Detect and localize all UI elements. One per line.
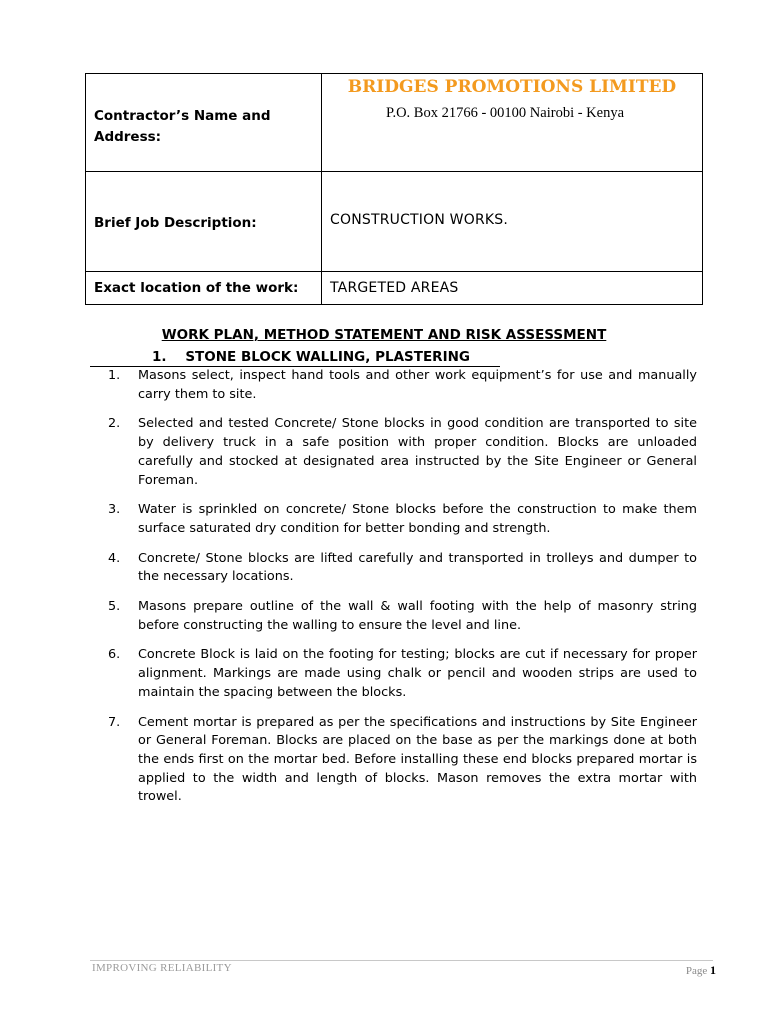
document-heading: WORK PLAN, METHOD STATEMENT AND RISK ASSESSMENT — [161, 327, 607, 343]
contractor-value-cell — [322, 74, 703, 172]
table-row-contractor — [86, 74, 703, 172]
list-item — [108, 646, 697, 702]
step-number: 5. — [108, 599, 121, 615]
location-value: TARGETED AREAS — [330, 280, 459, 296]
step-text: Concrete/ Stone blocks are lifted carefully and transported in trolleys and dumper to the necessary locations. — [138, 550, 697, 585]
page-indicator — [686, 963, 716, 978]
steps-list — [108, 367, 697, 818]
step-number: 2. — [108, 416, 121, 432]
list-item — [108, 367, 697, 404]
contractor-label-cell — [86, 74, 322, 172]
job-info-table — [85, 73, 703, 305]
contractor-label: Contractor’s Name and Address: — [94, 107, 271, 145]
step-number: 7. — [108, 714, 121, 730]
step-text: Concrete Block is laid on the footing for testing; blocks are cut if necessary for proper alignment. Markings are made using chalk or pencil and wooden strips are used to maintain the spacing between the blocks. — [138, 647, 697, 700]
step-text: Selected and tested Concrete/ Stone blocks in good condition are transported to site by delivery truck in a safe position with proper condition. Blocks are unloaded carefully and stocked at designated area instructed by the Site Engineer or General Foreman. — [138, 416, 697, 488]
list-item — [108, 714, 697, 808]
job-label-cell — [86, 172, 322, 272]
company-address: P.O. Box 21766 - 00100 Nairobi - Kenya — [386, 105, 625, 121]
table-row-location — [86, 272, 703, 305]
step-number: 1. — [108, 368, 121, 383]
table-row-job — [86, 172, 703, 272]
page-footer — [90, 960, 716, 981]
page-label: Page — [685, 965, 708, 977]
job-description-label: Brief Job Description: — [94, 215, 257, 231]
location-label: Exact location of the work: — [94, 279, 299, 296]
list-item — [108, 550, 697, 587]
step-text: Water is sprinkled on concrete/ Stone blocks before the construction to make them surface saturated dry condition for better bonding and strength. — [138, 502, 697, 536]
step-number: 3. — [108, 502, 121, 518]
step-number: 6. — [108, 647, 121, 663]
page-number: 1 — [710, 963, 716, 977]
job-value-cell — [322, 172, 703, 272]
location-label-cell — [86, 272, 322, 305]
list-item — [108, 415, 697, 490]
section-heading: 1. STONE BLOCK WALLING, PLASTERING — [90, 349, 500, 367]
list-item — [108, 501, 697, 538]
step-number: 4. — [108, 550, 121, 566]
list-item — [108, 598, 697, 635]
footer-slogan: IMPROVING RELIABILITY — [92, 962, 232, 974]
step-text: Cement mortar is prepared as per the specifications and instructions by Site Engineer or General Foreman. Blocks are placed on the base as per the markings done at both the ends first on the mortar bed. Before installing these end blocks prepared mortar is applied to the width and length of blocks. Mason removes the extra mortar with trowel. — [138, 714, 697, 805]
step-text: Masons select, inspect hand tools and other work equipment’s for use and manually carry them to site. — [138, 368, 697, 402]
job-description-value: CONSTRUCTION WORKS. — [330, 212, 508, 228]
location-value-cell — [322, 272, 703, 305]
step-text: Masons prepare outline of the wall & wall footing with the help of masonry string before constructing the walling to ensure the level and line. — [138, 599, 697, 633]
company-name: BRIDGES PROMOTIONS LIMITED — [347, 77, 677, 97]
